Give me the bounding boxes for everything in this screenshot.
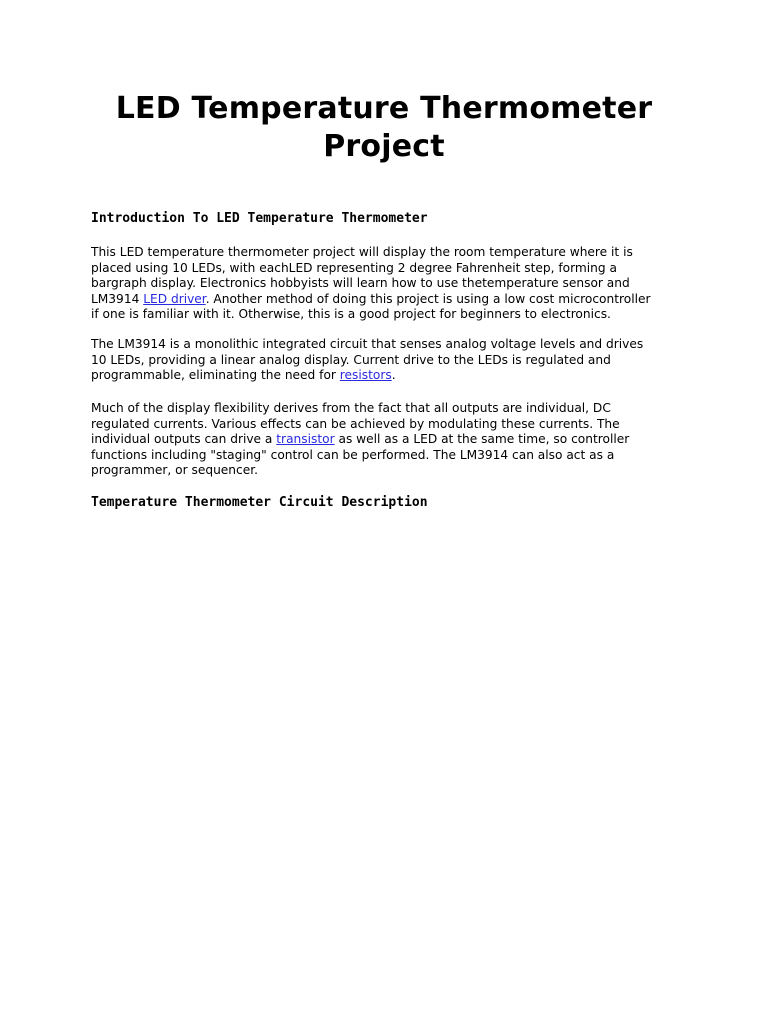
paragraph-text: as well as a LED at the same time, so controller <box>334 432 630 446</box>
section-heading-introduction: Introduction To LED Temperature Thermometer <box>91 211 428 226</box>
paragraph-text: individual outputs can drive a <box>91 432 277 446</box>
paragraph-introduction <box>91 245 691 323</box>
paragraph-line: placed using 10 LEDs, with eachLED representing 2 degree Fahrenheit step, forming a <box>91 260 617 275</box>
page-title-line-2: Project <box>323 129 445 164</box>
paragraph-line: programmer, or sequencer. <box>91 463 258 477</box>
paragraph-line <box>91 432 691 448</box>
paragraph-lm3914 <box>91 337 691 384</box>
paragraph-line: regulated currents. Various effects can be achieved by modulating these currents. The <box>91 416 620 431</box>
page-title <box>60 90 708 166</box>
transistor-link[interactable]: transistor <box>276 432 335 446</box>
paragraph-line: Much of the display flexibility derives from the fact that all outputs are individual, DC <box>91 401 611 415</box>
paragraph-line: 10 LEDs, providing a linear analog display. Current drive to the LEDs is regulated and <box>91 352 611 367</box>
paragraph-line: The LM3914 is a monolithic integrated circuit that senses analog voltage levels and drives <box>91 337 644 351</box>
paragraph-line: functions including "staging" control can be performed. The LM3914 can also act as a <box>91 447 615 462</box>
page-title-line-1: LED Temperature Thermometer <box>115 91 653 126</box>
paragraph-line: bargraph display. Electronics hobbyists will learn how to use thetemperature sensor and <box>91 276 630 290</box>
paragraph-display-flexibility <box>91 401 691 479</box>
paragraph-line <box>91 292 691 308</box>
paragraph-text: LM3914 <box>91 291 144 306</box>
paragraph-text: programmable, eliminating the need for <box>91 368 340 382</box>
resistors-link[interactable]: resistors <box>339 368 392 382</box>
led-driver-link[interactable]: LED driver <box>143 291 206 306</box>
paragraph-text: . <box>391 368 396 382</box>
paragraph-text: . Another method of doing this project is using a low cost microcontroller <box>205 291 651 306</box>
paragraph-line: This LED temperature thermometer project will display the room temperature where it is <box>91 245 633 259</box>
paragraph-line: if one is familiar with it. Otherwise, this is a good project for beginners to electronics. <box>91 307 611 321</box>
paragraph-line <box>91 368 691 384</box>
section-heading-circuit-description: Temperature Thermometer Circuit Description <box>91 495 428 510</box>
